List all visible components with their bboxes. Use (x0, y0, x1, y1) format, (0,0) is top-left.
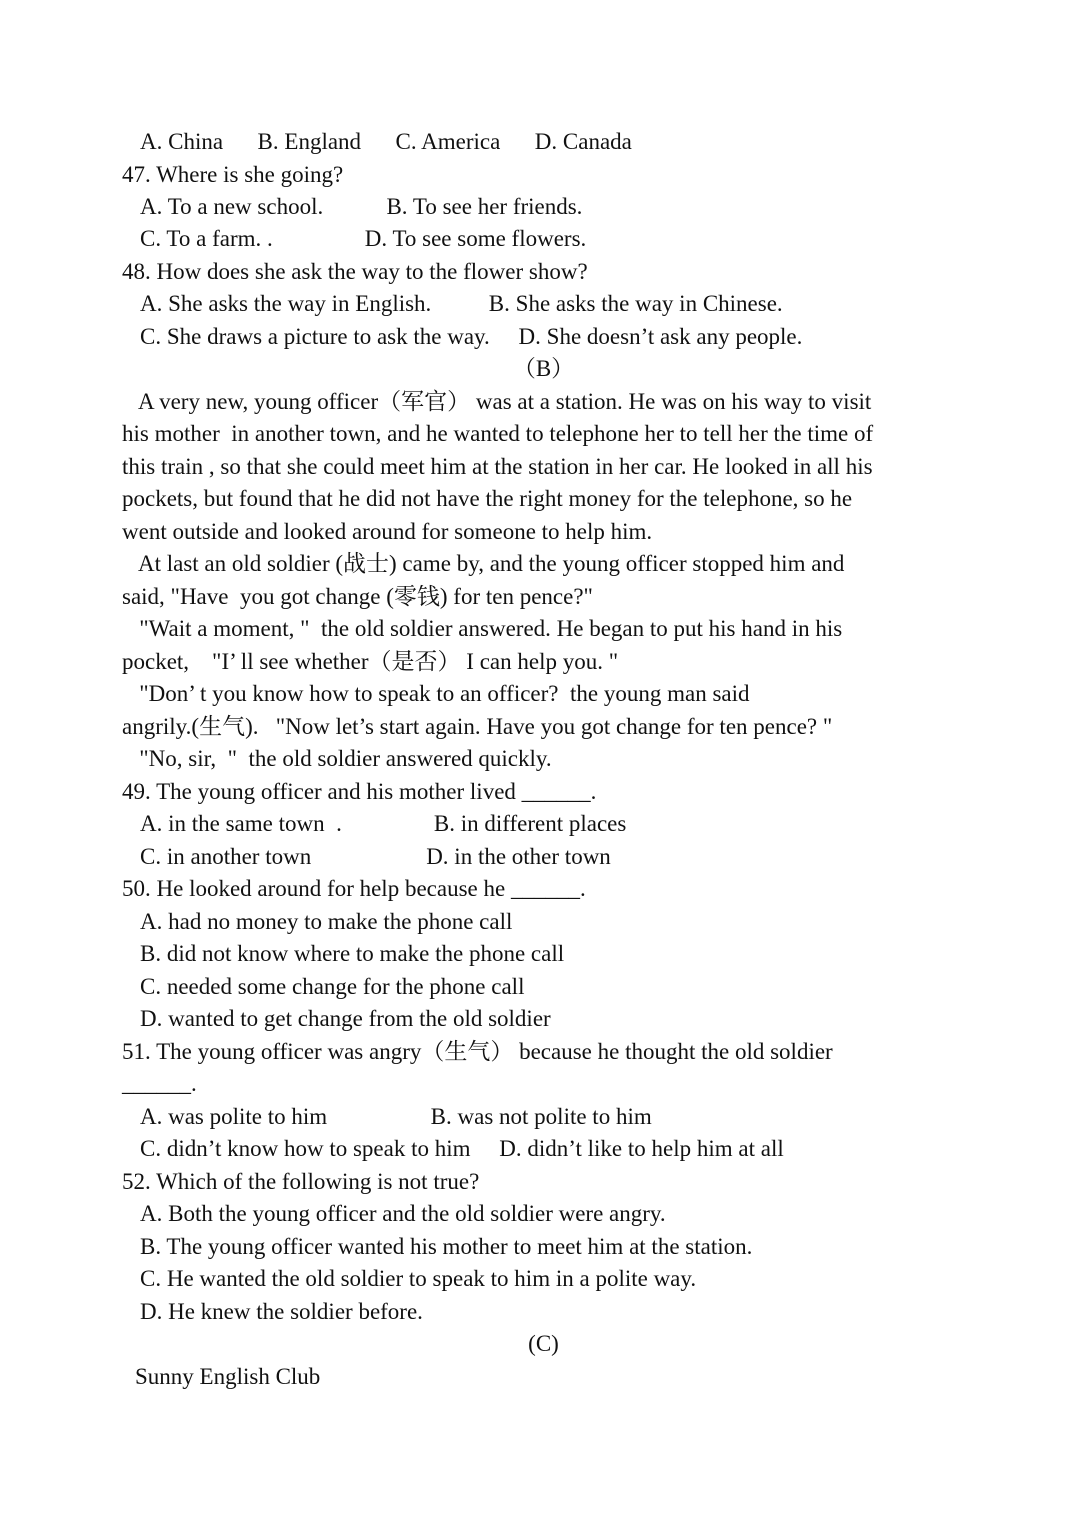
q52-option-d: D. He knew the soldier before. (140, 1299, 423, 1324)
q47-options-ab: A. To a new school. B. To see her friends. (140, 194, 583, 219)
passage-line: "No, sir, " the old soldier answered quickly. (122, 746, 552, 771)
q48-question: 48. How does she ask the way to the flower show? (122, 259, 588, 284)
q48-options-cd: C. She draws a picture to ask the way. D. She doesn’t ask any people. (140, 324, 803, 349)
q49-options-cd: C. in another town D. in the other town (140, 844, 611, 869)
q50-option-b: B. did not know where to make the phone call (140, 941, 565, 966)
passage-line: pockets, but found that he did not have the right money for the telephone, so he (122, 486, 853, 511)
q49-options-ab: A. in the same town . B. in different places (140, 811, 627, 836)
section-b-heading: （B） (512, 356, 575, 381)
q48-options-ab: A. She asks the way in English. B. She asks the way in Chinese. (140, 291, 783, 316)
q47-options-cd: C. To a farm. . D. To see some flowers. (140, 226, 587, 251)
section-c-heading: (C) (528, 1331, 559, 1356)
q51-options-cd: C. didn’t know how to speak to him D. didn’t like to help him at all (140, 1136, 784, 1161)
q52-option-c: C. He wanted the old soldier to speak to him in a polite way. (140, 1266, 697, 1291)
passage-line: this train , so that she could meet him at the station in her car. He looked in all his (122, 454, 873, 479)
passage-line: went outside and looked around for someone to help him. (122, 519, 653, 544)
q51-question-cont: ______. (122, 1071, 197, 1096)
q50-option-a: A. had no money to make the phone call (140, 909, 513, 934)
section-c-title: Sunny English Club (135, 1364, 321, 1389)
q51-question: 51. The young officer was angry（生气） because he thought the old soldier (122, 1039, 833, 1064)
passage-line: "Wait a moment, " the old soldier answered. He began to put his hand in his (122, 616, 843, 641)
q52-option-a: A. Both the young officer and the old soldier were angry. (140, 1201, 666, 1226)
passage-line: At last an old soldier (战士) came by, and the young officer stopped him and (122, 551, 845, 576)
q50-question: 50. He looked around for help because he ______. (122, 876, 586, 901)
passage-line: angrily.(生气). "Now let’s start again. Have you got change for ten pence? " (122, 714, 833, 739)
q52-option-b: B. The young officer wanted his mother to meet him at the station. (140, 1234, 753, 1259)
passage-line: A very new, young officer（军官） was at a station. He was on his way to visit (122, 389, 872, 414)
q46-options: A. China B. England C. America D. Canada (140, 129, 632, 154)
q47-question: 47. Where is she going? (122, 162, 344, 187)
passage-line: "Don’ t you know how to speak to an officer? the young man said (122, 681, 750, 706)
q51-options-ab: A. was polite to him B. was not polite to him (140, 1104, 652, 1129)
passage-line: his mother in another town, and he wanted to telephone her to tell her the time of (122, 421, 874, 446)
q50-option-d: D. wanted to get change from the old soldier (140, 1006, 551, 1031)
q49-question: 49. The young officer and his mother lived ______. (122, 779, 597, 804)
q50-option-c: C. needed some change for the phone call (140, 974, 525, 999)
passage-line: said, "Have you got change (零钱) for ten pence?" (122, 584, 593, 609)
passage-line: pocket, "I’ ll see whether（是否） I can help you. " (122, 649, 619, 674)
q52-question: 52. Which of the following is not true? (122, 1169, 480, 1194)
